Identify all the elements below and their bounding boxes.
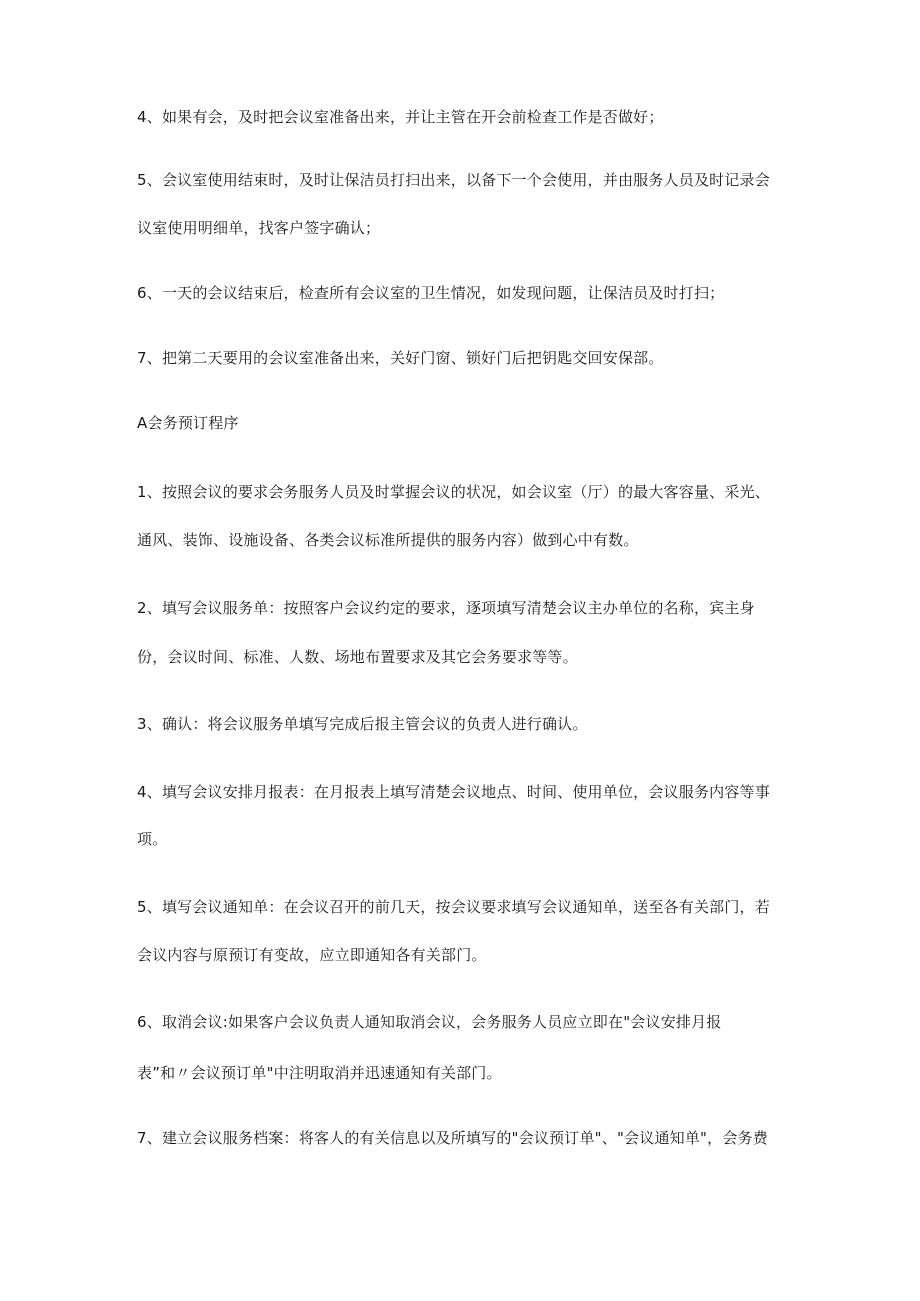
- text-line: 7、建立会议服务档案：将客人的有关信息以及所填写的"会议预订单"、"会议通知单"，会务费: [137, 1129, 768, 1147]
- text-line: 议室使用明细单，找客户签字确认；: [137, 219, 381, 237]
- text-line: 2、填写会议服务单：按照客户会议约定的要求，逐项填写清楚会议主办单位的名称，宾主身: [137, 599, 755, 617]
- text-line: 5、填写会议通知单：在会议召开的前几天，按会议要求填写会议通知单，送至各有关部门，若: [137, 898, 770, 916]
- text-line: 项。: [137, 830, 168, 848]
- text-line: 6、一天的会议结束后，检查所有会议室的卫生情况，如发现问题，让保洁员及时打扫；: [137, 284, 725, 302]
- text-line: 3、确认：将会议服务单填写完成后报主管会议的负责人进行确认。: [137, 715, 588, 733]
- text-line: 1、按照会议的要求会务服务人员及时掌握会议的状况，如会议室（厅）的最大客容量、采光、: [137, 483, 770, 501]
- text-line: 表”和〃会议预订单"中注明取消并迅速通知有关部门。: [137, 1064, 502, 1082]
- text-line: 4、填写会议安排月报表：在月报表上填写清楚会议地点、时间、使用单位，会议服务内容等事: [137, 783, 770, 801]
- text-line: 份，会议时间、标准、人数、场地布置要求及其它会务要求等等。: [137, 648, 578, 666]
- text-line: 4、如果有会，及时把会议室准备出来，并让主管在开会前检查工作是否做好；: [137, 108, 664, 126]
- text-line: 会议内容与原预订有变故，应立即通知各有关部门。: [137, 946, 487, 964]
- text-line: 5、会议室使用结束时，及时让保洁员打扫出来，以备下一个会使用，并由服务人员及时记录会: [137, 171, 770, 189]
- text-line: 6、取消会议:如果客户会议负责人通知取消会议，会务服务人员应立即在"会议安排月报: [137, 1013, 722, 1031]
- text-line: 7、把第二天要用的会议室准备出来，关好门窗、锁好门后把钥匙交回安保部。: [137, 349, 664, 367]
- section-heading: A会务预订程序: [137, 414, 239, 432]
- text-line: 通风、装饰、设施设备、各类会议标准所提供的服务内容）做到心中有数。: [137, 531, 639, 549]
